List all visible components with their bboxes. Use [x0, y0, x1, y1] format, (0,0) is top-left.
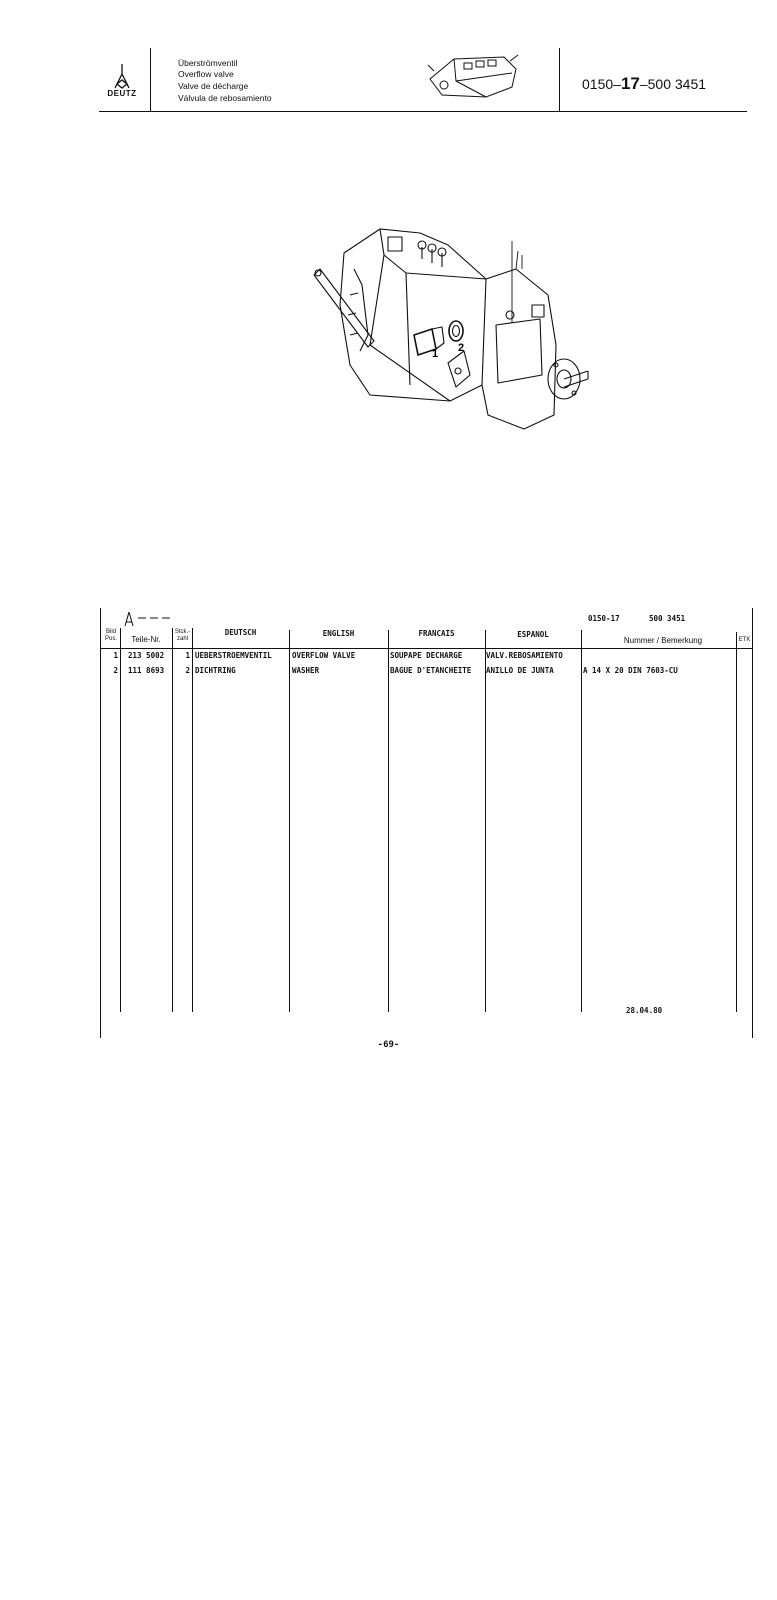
header-rule — [99, 111, 747, 112]
code-suffix: –500 3451 — [639, 76, 707, 92]
parts-list-table — [100, 608, 753, 1038]
title-en: Overflow valve — [178, 69, 234, 79]
column-header-part: Teile-Nr. — [131, 635, 161, 644]
header-divider — [150, 48, 151, 111]
table-ref-left: 0150-17 — [588, 614, 620, 623]
row-en: OVERFLOW VALVE — [292, 651, 356, 660]
code-prefix: 0150– — [582, 76, 621, 92]
deutz-logo-icon — [120, 610, 180, 630]
table-ref-right: 500 3451 — [649, 614, 686, 623]
row-part-number: 111 8693 — [128, 666, 165, 675]
header-divider — [559, 48, 560, 111]
row-fr: SOUPAPE DECHARGE — [390, 651, 463, 660]
column-header-etk: ETK — [738, 637, 751, 643]
code-group: 17 — [620, 74, 640, 93]
title-es: Válvula de rebosamiento — [178, 93, 272, 103]
row-pos: 1 — [113, 651, 118, 660]
column-header-fr: FRANCAIS — [418, 629, 455, 638]
row-es: ANILLO DE JUNTA — [486, 666, 554, 675]
callout-2: 2 — [458, 342, 465, 354]
row-part-number: 213 5002 — [128, 651, 165, 660]
column-header-pos: Bild Pos. — [104, 629, 117, 642]
column-header-remark: Nummer / Bemerkung — [623, 636, 703, 645]
column-header-es: ESPANOL — [517, 630, 549, 639]
row-qty: 1 — [185, 651, 190, 660]
row-remark: A 14 X 20 DIN 7603-CU — [583, 666, 678, 675]
row-en: WASHER — [292, 666, 320, 675]
row-es: VALV.REBOSAMIENTO — [486, 651, 563, 660]
row-de: UEBERSTROEMVENTIL — [195, 651, 272, 660]
callout-1: 1 — [432, 348, 439, 360]
title-fr: Valve de décharge — [178, 81, 249, 91]
row-pos: 2 — [113, 666, 118, 675]
row-fr: BAGUE D'ETANCHEITE — [390, 666, 472, 675]
row-qty: 2 — [185, 666, 190, 675]
column-header-qty: Stck.-zahl — [174, 629, 191, 642]
title-de: Überströmventil — [178, 58, 238, 68]
brand-name: DEUTZ — [107, 89, 137, 98]
injection-pump-illustration — [310, 215, 590, 445]
column-header-en: ENGLISH — [322, 629, 355, 638]
page-number: -69- — [377, 1040, 400, 1050]
revision-date: 28.04.80 — [626, 1006, 663, 1015]
document-code — [582, 74, 706, 94]
column-header-de: DEUTSCH — [224, 628, 257, 637]
row-de: DICHTRING — [195, 666, 236, 675]
engine-thumbnail — [424, 51, 520, 101]
